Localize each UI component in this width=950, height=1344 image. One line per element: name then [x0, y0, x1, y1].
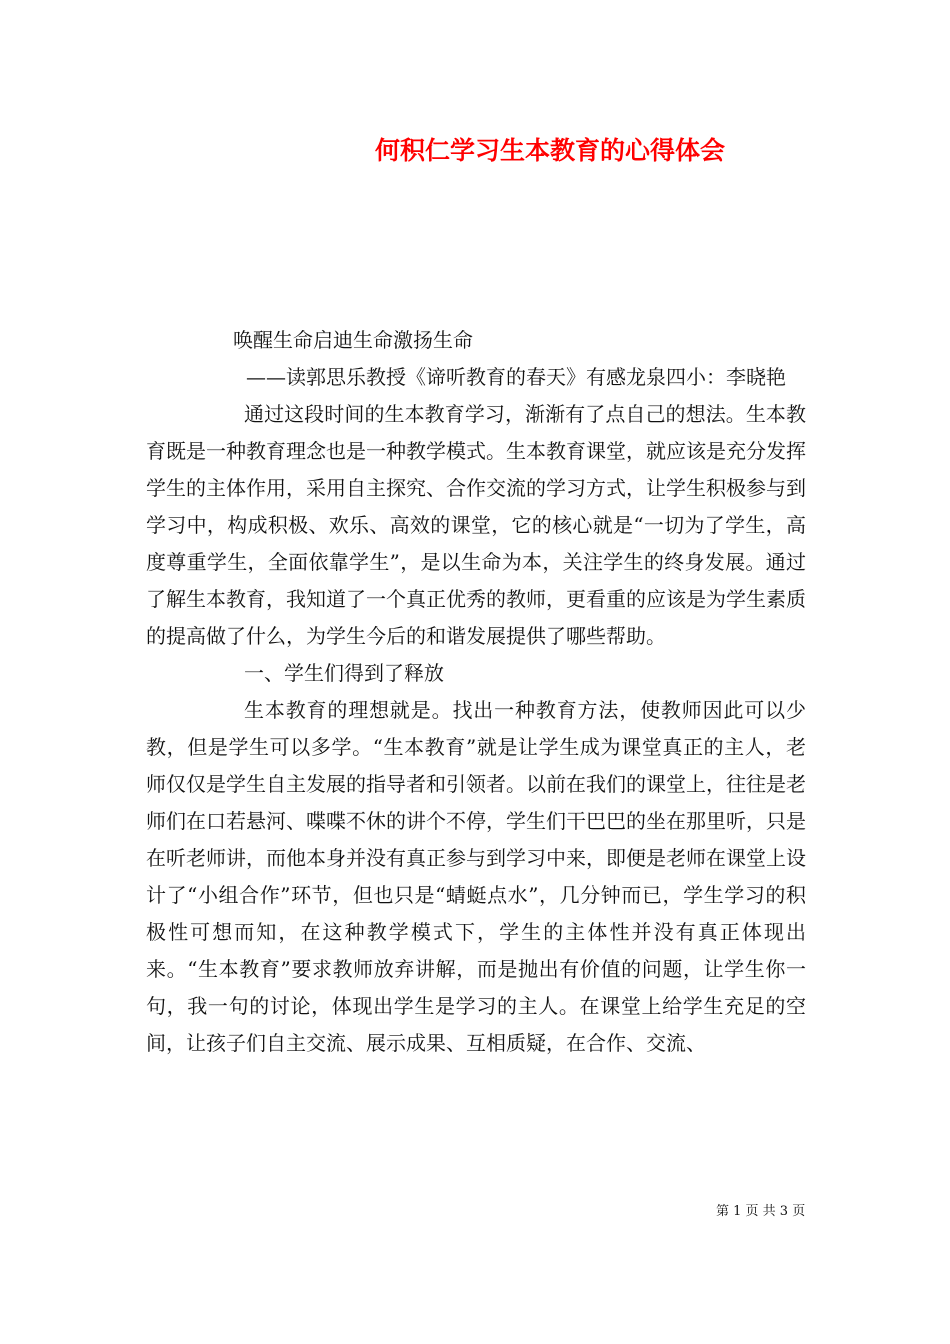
paragraph-2: 生本教育的理想就是。找出一种教育方法，使教师因此可以少教，但是学生可以多学。“生本教育”就是让学生成为课堂真正的主人，老师仅仅是学生自主发展的指导者和引领者。以前在我们的课堂上，往往是老师们在口若悬河、喋喋不休的讲个不停，学生们干巴巴的坐在那里听，只是在听老师讲，而他本身并没有真正参与到学习中来，即便是老师在课堂上设计了“小组合作”环节，但也只是“蜻蜓点水”，几分钟而已，学生学习的积极性可想而知，在这种教学模式下，学生的主体性并没有真正体现出来。“生本教育”要求教师放弃讲解，而是抛出有价值的问题，让学生你一句，我一句的讨论，体现出学生是学习的主人。在课堂上给学生充足的空间，让孩子们自主交流、展示成果、互相质疑，在合作、交流、: [146, 698, 806, 1055]
document-body: [146, 322, 806, 1062]
article-subtitle: ——读郭思乐教授《谛听教育的春天》有感龙泉四小：李晓艳: [246, 365, 786, 389]
article-heading: 唤醒生命启迪生命激扬生命: [233, 328, 473, 352]
document-title: 何积仁学习生本教育的心得体会: [374, 136, 725, 165]
page-number: 第 1 页 共 3 页: [716, 1204, 806, 1219]
paragraph-1: 通过这段时间的生本教育学习，渐渐有了点自己的想法。生本教育既是一种教育理念也是一种教学模式。生本教育课堂，就应该是充分发挥学生的主体作用，采用自主探究、合作交流的学习方式，让学生积极参与到学习中，构成积极、欢乐、高效的课堂，它的核心就是“一切为了学生，高度尊重学生，全面依靠学生”，是以生命为本，关注学生的终身发展。通过了解生本教育，我知道了一个真正优秀的教师，更看重的应该是为学生素质的提高做了什么，为学生今后的和谐发展提供了哪些帮助。: [146, 402, 806, 648]
section-heading-1: 一、学生们得到了释放: [244, 661, 444, 685]
